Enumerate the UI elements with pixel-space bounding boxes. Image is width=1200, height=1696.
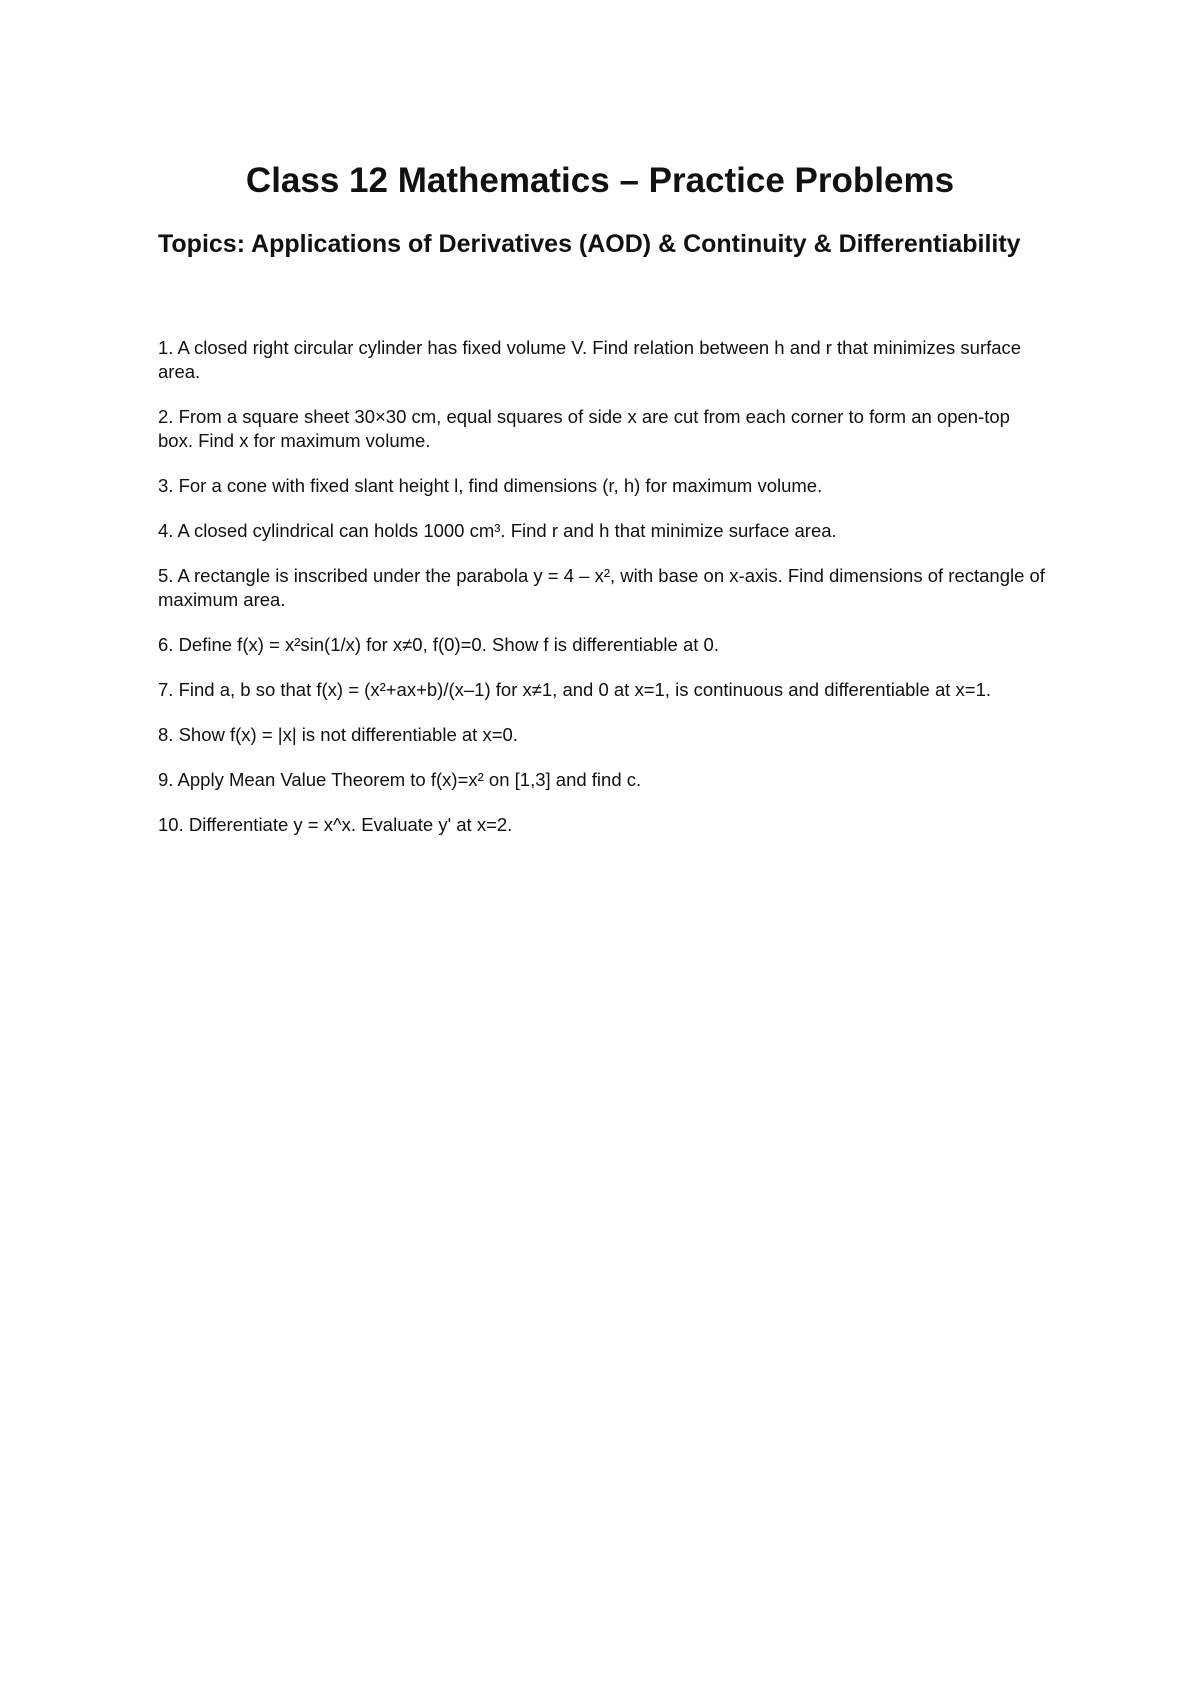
problem-item-1: 1. A closed right circular cylinder has fixed volume V. Find relation between h and r that minimizes surface area. <box>158 337 1022 382</box>
problem-item-5: 5. A rectangle is inscribed under the parabola y = 4 – x², with base on x-axis. Find dimensions of rectangle of maximum area. <box>158 565 1045 610</box>
problem-item-4: 4. A closed cylindrical can holds 1000 cm³. Find r and h that minimize surface area. <box>158 520 837 541</box>
problem-item-2: 2. From a square sheet 30×30 cm, equal squares of side x are cut from each corner to form an open-top box. Find x for maximum volume. <box>158 406 1010 451</box>
problem-item-6: 6. Define f(x) = x²sin(1/x) for x≠0, f(0)=0. Show f is differentiable at 0. <box>158 634 719 655</box>
problem-item-8: 8. Show f(x) = |x| is not differentiable at x=0. <box>158 724 518 745</box>
document-title: Class 12 Mathematics – Practice Problems <box>245 161 955 200</box>
topics-heading: Topics: Applications of Derivatives (AOD) & Continuity & Differentiability <box>158 230 1021 258</box>
problem-item-9: 9. Apply Mean Value Theorem to f(x)=x² on [1,3] and find c. <box>158 769 642 790</box>
problem-list <box>158 336 1048 858</box>
problem-item-3: 3. For a cone with fixed slant height l, find dimensions (r, h) for maximum volume. <box>158 475 823 496</box>
problem-item-7: 7. Find a, b so that f(x) = (x²+ax+b)/(x–1) for x≠1, and 0 at x=1, is continuous and differentiable at x=1. <box>158 679 992 700</box>
problem-item-10: 10. Differentiate y = x^x. Evaluate y' at x=2. <box>158 814 513 835</box>
